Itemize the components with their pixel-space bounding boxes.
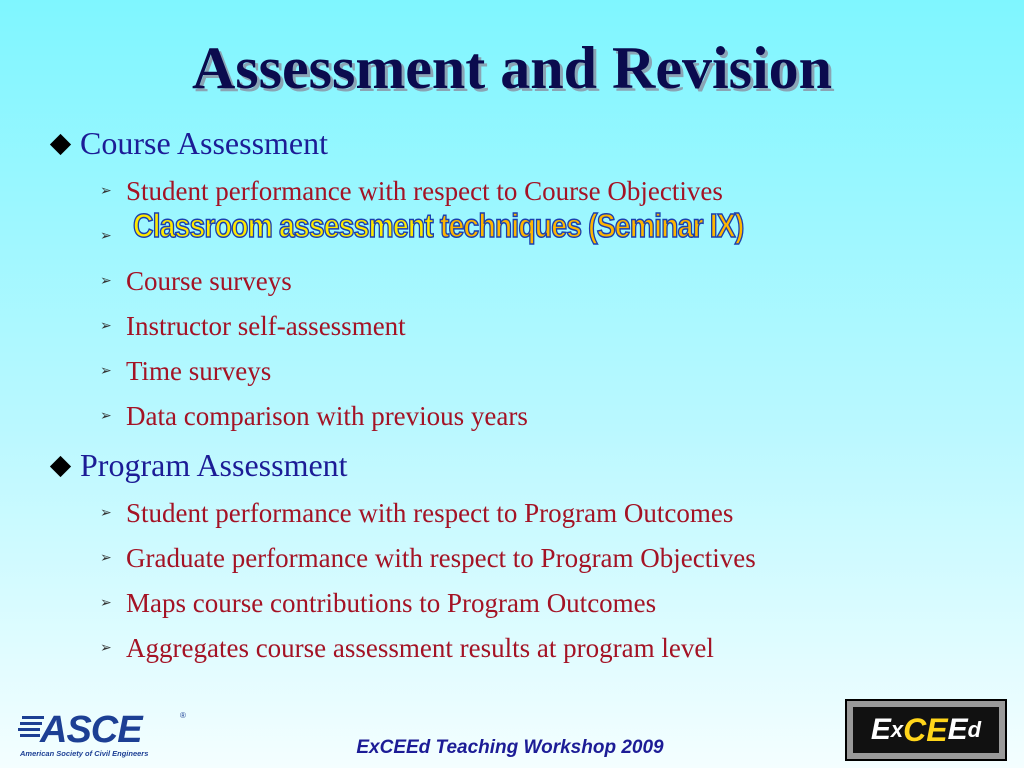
diamond-bullet-icon — [50, 456, 71, 477]
list-item: ➢ Student performance with respect to Program Outcomes — [100, 498, 734, 528]
footer-text: ExCEEd Teaching Workshop 2009 — [356, 737, 664, 758]
section-course-assessment — [50, 125, 328, 161]
wordart-classroom-assessment — [133, 208, 743, 244]
wordart-part-1: Classroom assessment — [133, 207, 440, 244]
list-item: ➢ Data comparison with previous years — [100, 401, 528, 431]
asce-logo-text: ASCE — [40, 709, 142, 751]
list-item: ➢ Maps course contributions to Program Outcomes — [100, 588, 657, 618]
arrowhead-bullet-icon: ➢ — [100, 273, 112, 289]
exceed-logo — [845, 699, 1007, 761]
list-item: ➢ Course surveys — [100, 266, 292, 296]
arrowhead-bullet-icon: ➢ — [100, 505, 112, 521]
list-item: ➢ Instructor self-assessment — [100, 311, 406, 341]
list-item: ➢ Aggregates course assessment results at program level — [100, 633, 714, 663]
arrowhead-bullet-icon: ➢ — [100, 183, 112, 199]
list-item: ➢ Time surveys — [100, 356, 272, 386]
arrowhead-bullet-icon: ➢ — [100, 318, 112, 334]
list-item: ➢ Graduate performance with respect to Program Objectives — [100, 543, 756, 573]
exceed-logo-inner: E x C E E d — [853, 707, 999, 753]
svg-text:®: ® — [180, 711, 186, 720]
diamond-bullet-icon — [50, 134, 71, 155]
asce-logo-subtext: American Society of Civil Engineers — [20, 749, 149, 758]
asce-logo — [18, 706, 188, 762]
arrowhead-bullet-icon: ➢ — [100, 550, 112, 566]
arrowhead-bullet-icon: ➢ — [100, 228, 112, 244]
section-heading: Program Assessment — [80, 447, 348, 483]
section-heading: Course Assessment — [80, 125, 328, 161]
wordart-part-2: techniques (Seminar IX) — [439, 207, 744, 244]
slide-title: Assessment and Revision — [191, 35, 833, 101]
arrowhead-bullet-icon: ➢ — [100, 595, 112, 611]
list-item: ➢ Student performance with respect to Course Objectives — [100, 176, 723, 206]
arrowhead-bullet-icon: ➢ — [100, 363, 112, 379]
section-program-assessment — [50, 447, 348, 483]
arrowhead-bullet-icon: ➢ — [100, 408, 112, 424]
arrowhead-bullet-icon: ➢ — [100, 640, 112, 656]
list-item — [100, 220, 120, 253]
